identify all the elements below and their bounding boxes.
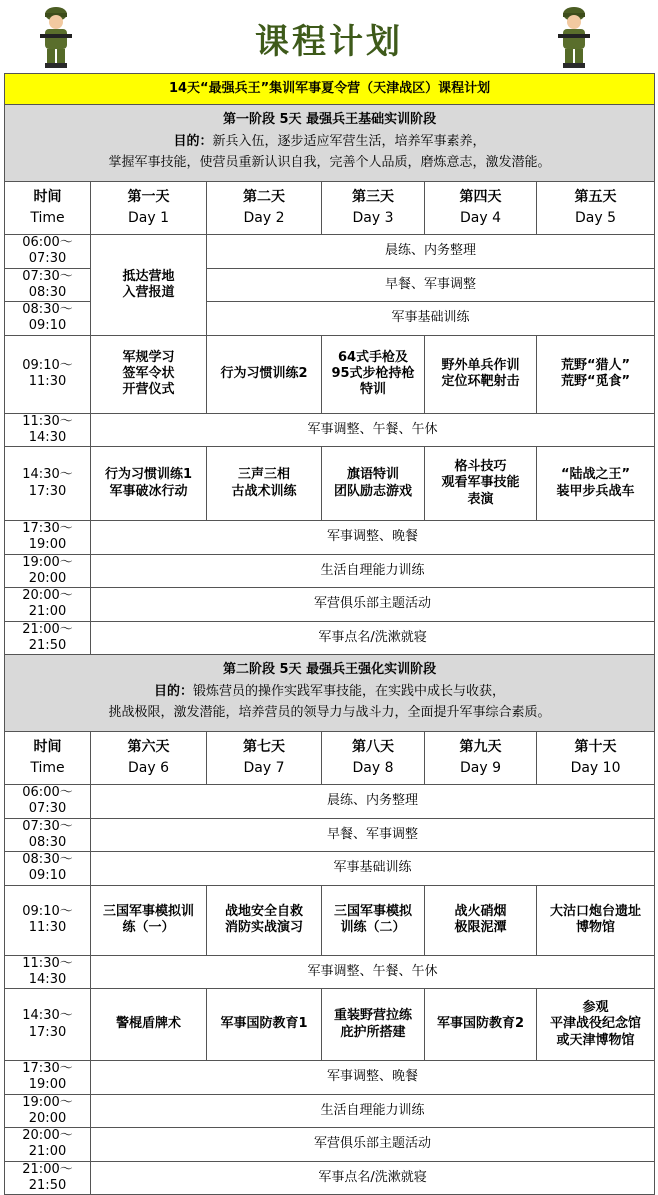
table-row	[5, 1094, 655, 1128]
day-header-en: Day 7	[243, 759, 285, 776]
day-header-en: Day 1	[127, 209, 169, 226]
activity-line: 军事国防教育2	[436, 1016, 525, 1032]
activity-line: 庇护所搭建	[340, 1024, 406, 1040]
common-activity-cell: 晨练、内务整理	[207, 235, 655, 269]
day-header	[91, 732, 207, 785]
activity-line: 95式步枪持枪	[331, 365, 415, 381]
day-header-cn: 第六天	[127, 739, 170, 755]
activity-line: 装甲步兵战车	[556, 483, 635, 499]
activity-line: 特训	[359, 382, 386, 398]
goal-line: 新兵入伍，逐步适应军营生活，培养军事素养，	[212, 134, 486, 150]
day-header	[425, 182, 537, 235]
activity-line: 警棍盾牌术	[115, 1016, 181, 1032]
activity-line: 重装野营拉练	[333, 1008, 412, 1024]
time-cell: 08:30～09:10	[5, 302, 91, 336]
common-activity-cell: 军事调整、晚餐	[91, 521, 655, 555]
activity-line: 三国军事模拟训	[102, 903, 194, 919]
day-header-cn: 第二天	[243, 189, 285, 205]
time-cell: 11:30～14:30	[5, 955, 91, 989]
activity-line: 抵达营地	[122, 268, 175, 284]
goal-line: 掌握军事技能，使营员重新认识自我，完善个人品质，磨炼意志，激发潜能。	[108, 155, 551, 171]
day-header-en: Day 4	[459, 209, 501, 226]
day-header-en: Day 9	[459, 759, 501, 776]
table-row	[5, 588, 655, 622]
time-header-en: Time	[30, 759, 65, 776]
common-activity-cell: 生活自理能力训练	[91, 554, 655, 588]
activity-cell	[322, 885, 425, 955]
time-header-cn: 时间	[33, 739, 62, 755]
common-activity-cell: 早餐、军事调整	[207, 268, 655, 302]
goal-label: 目的：	[173, 134, 213, 150]
table-row	[5, 785, 655, 819]
common-activity-cell: 军事调整、午餐、午休	[91, 413, 655, 447]
time-cell: 19:00～20:00	[5, 1094, 91, 1128]
day-header	[537, 732, 655, 785]
time-cell: 06:00～07:30	[5, 235, 91, 269]
time-cell: 08:30～09:10	[5, 852, 91, 886]
day-header-en: Day 10	[570, 759, 621, 776]
common-activity-cell: 生活自理能力训练	[91, 1094, 655, 1128]
activity-line: 定位环靶射击	[441, 374, 520, 389]
goal-line: 挑战极限，激发潜能，培养营员的领导力与战斗力，全面提升军事综合素质。	[108, 705, 551, 721]
day-header-en: Day 6	[127, 759, 169, 776]
time-cell: 17:30～19:00	[5, 521, 91, 555]
common-activity-cell: 军事基础训练	[91, 852, 655, 886]
activity-line: 战地安全自救	[224, 903, 303, 919]
activity-cell	[91, 447, 207, 521]
time-cell: 21:00～21:50	[5, 1161, 91, 1195]
table-row	[5, 852, 655, 886]
day-header-cn: 第三天	[352, 189, 394, 205]
activity-cell	[425, 885, 537, 955]
table-row	[5, 413, 655, 447]
common-activity-cell: 军事基础训练	[207, 302, 655, 336]
activity-cell	[322, 335, 425, 413]
day-header-row	[5, 732, 655, 785]
day-header-row	[5, 182, 655, 235]
day-header	[322, 182, 425, 235]
stage-title: 第一阶段 5天 最强兵王基础实训阶段	[222, 112, 437, 128]
activity-cell	[91, 235, 207, 336]
common-activity-cell: 军事调整、午餐、午休	[91, 955, 655, 989]
activity-line: 或天津博物馆	[556, 1032, 635, 1048]
day-header-cn: 第八天	[352, 739, 394, 755]
day-header-en: Day 3	[352, 209, 394, 226]
common-activity-cell: 军营俱乐部主题活动	[91, 1128, 655, 1162]
table-row	[5, 554, 655, 588]
schedule-table	[4, 73, 655, 1195]
activity-line: 军事国防教育1	[220, 1016, 308, 1032]
activity-line: 军事破冰行动	[109, 483, 188, 499]
table-row	[5, 235, 655, 269]
time-header	[5, 732, 91, 785]
activity-cell	[91, 335, 207, 413]
activity-line: 入营报道	[122, 284, 175, 300]
day-header	[425, 732, 537, 785]
time-cell: 20:00～21:00	[5, 588, 91, 622]
stage-goal	[5, 132, 654, 174]
day-header-cn: 第十天	[574, 739, 617, 755]
day-header-en: Day 2	[243, 209, 285, 226]
stage-header	[5, 655, 655, 732]
time-cell: 06:00～07:30	[5, 785, 91, 819]
day-header-cn: 第九天	[459, 739, 502, 755]
common-activity-cell: 晨练、内务整理	[91, 785, 655, 819]
day-header	[207, 732, 322, 785]
time-cell: 17:30～19:00	[5, 1061, 91, 1095]
day-header-cn: 第五天	[574, 189, 617, 205]
goal-label: 目的：	[154, 684, 194, 700]
activity-line: 观看军事技能	[441, 475, 520, 491]
activity-line: 荒野“觅食”	[560, 374, 631, 389]
time-header-cn: 时间	[33, 189, 62, 205]
activity-line: 古战术训练	[231, 483, 297, 499]
activity-line: 极限泥潭	[454, 920, 507, 935]
time-cell: 20:00～21:00	[5, 1128, 91, 1162]
activity-line: 旗语特训	[346, 467, 399, 483]
activity-cell	[537, 335, 655, 413]
time-header-en: Time	[30, 209, 65, 226]
activity-line: 野外单兵作训	[441, 357, 520, 373]
banner-title: 14天“最强兵王”集训军事夏令营（天津战区）课程计划	[5, 74, 655, 105]
table-row	[5, 818, 655, 852]
time-cell: 19:00～20:00	[5, 554, 91, 588]
stage-goal	[5, 682, 654, 724]
stage-row	[5, 105, 655, 182]
table-row	[5, 885, 655, 955]
table-row	[5, 1161, 655, 1195]
activity-cell	[207, 335, 322, 413]
table-row	[5, 521, 655, 555]
time-cell: 07:30～08:30	[5, 818, 91, 852]
table-row	[5, 447, 655, 521]
activity-line: 战火硝烟	[454, 903, 507, 919]
activity-cell	[91, 885, 207, 955]
time-cell: 07:30～08:30	[5, 268, 91, 302]
common-activity-cell: 军事调整、晚餐	[91, 1061, 655, 1095]
activity-line: 团队励志游戏	[333, 483, 412, 499]
activity-cell	[537, 885, 655, 955]
day-header	[207, 182, 322, 235]
stage-header	[5, 105, 655, 182]
activity-line: 消防实战演习	[224, 920, 303, 935]
day-header	[91, 182, 207, 235]
activity-line: 行为习惯训练1	[104, 467, 193, 483]
time-cell: 14:30～17:30	[5, 989, 91, 1061]
table-row	[5, 1061, 655, 1095]
day-header-cn: 第四天	[459, 189, 502, 205]
activity-line: 平津战役纪念馆	[550, 1016, 642, 1032]
activity-cell	[537, 447, 655, 521]
day-header-cn: 第七天	[243, 739, 285, 755]
stage-title: 第二阶段 5天 最强兵王强化实训阶段	[222, 662, 437, 678]
page-title: 课程计划	[255, 22, 403, 62]
activity-line: 格斗技巧	[454, 459, 507, 475]
activity-line: 行为习惯训练2	[220, 365, 308, 381]
activity-line: 练（一）	[122, 920, 175, 935]
header	[0, 0, 658, 72]
time-cell: 21:00～21:50	[5, 621, 91, 655]
activity-line: 荒野“猎人”	[560, 357, 631, 373]
activity-line: 签军令状	[122, 365, 175, 381]
common-activity-cell: 军营俱乐部主题活动	[91, 588, 655, 622]
goal-line: 锻炼营员的操作实践军事技能，在实践中成长与收获，	[193, 684, 506, 700]
activity-cell	[425, 447, 537, 521]
day-header	[322, 732, 425, 785]
activity-line: 64式手枪及	[337, 349, 409, 365]
activity-line: 军规学习	[122, 349, 175, 365]
table-row	[5, 955, 655, 989]
activity-line: 博物馆	[576, 920, 616, 935]
common-activity-cell: 早餐、军事调整	[91, 818, 655, 852]
activity-line: 三国军事模拟	[333, 903, 412, 919]
activity-line: 大沽口炮台遗址	[550, 903, 642, 919]
activity-line: 参观	[582, 1000, 609, 1016]
activity-cell	[207, 885, 322, 955]
activity-cell	[207, 447, 322, 521]
activity-line: “陆战之王”	[560, 467, 631, 483]
table-row	[5, 621, 655, 655]
common-activity-cell: 军事点名/洗漱就寝	[91, 1161, 655, 1195]
time-cell: 11:30～14:30	[5, 413, 91, 447]
table-row	[5, 1128, 655, 1162]
activity-cell	[425, 335, 537, 413]
soldier-icon	[554, 4, 594, 70]
stage-row	[5, 655, 655, 732]
activity-line: 表演	[467, 491, 494, 507]
common-activity-cell: 军事点名/洗漱就寝	[91, 621, 655, 655]
activity-line: 训练（二）	[340, 920, 406, 935]
activity-line: 开营仪式	[122, 382, 175, 398]
day-header	[537, 182, 655, 235]
banner-row	[5, 74, 655, 105]
time-cell: 14:30～17:30	[5, 447, 91, 521]
activity-cell	[322, 447, 425, 521]
time-header	[5, 182, 91, 235]
time-cell: 09:10～11:30	[5, 885, 91, 955]
day-header-en: Day 8	[352, 759, 394, 776]
time-cell: 09:10～11:30	[5, 335, 91, 413]
activity-line: 三声三相	[237, 467, 290, 483]
day-header-en: Day 5	[575, 209, 617, 226]
day-header-cn: 第一天	[127, 189, 170, 205]
table-row	[5, 335, 655, 413]
